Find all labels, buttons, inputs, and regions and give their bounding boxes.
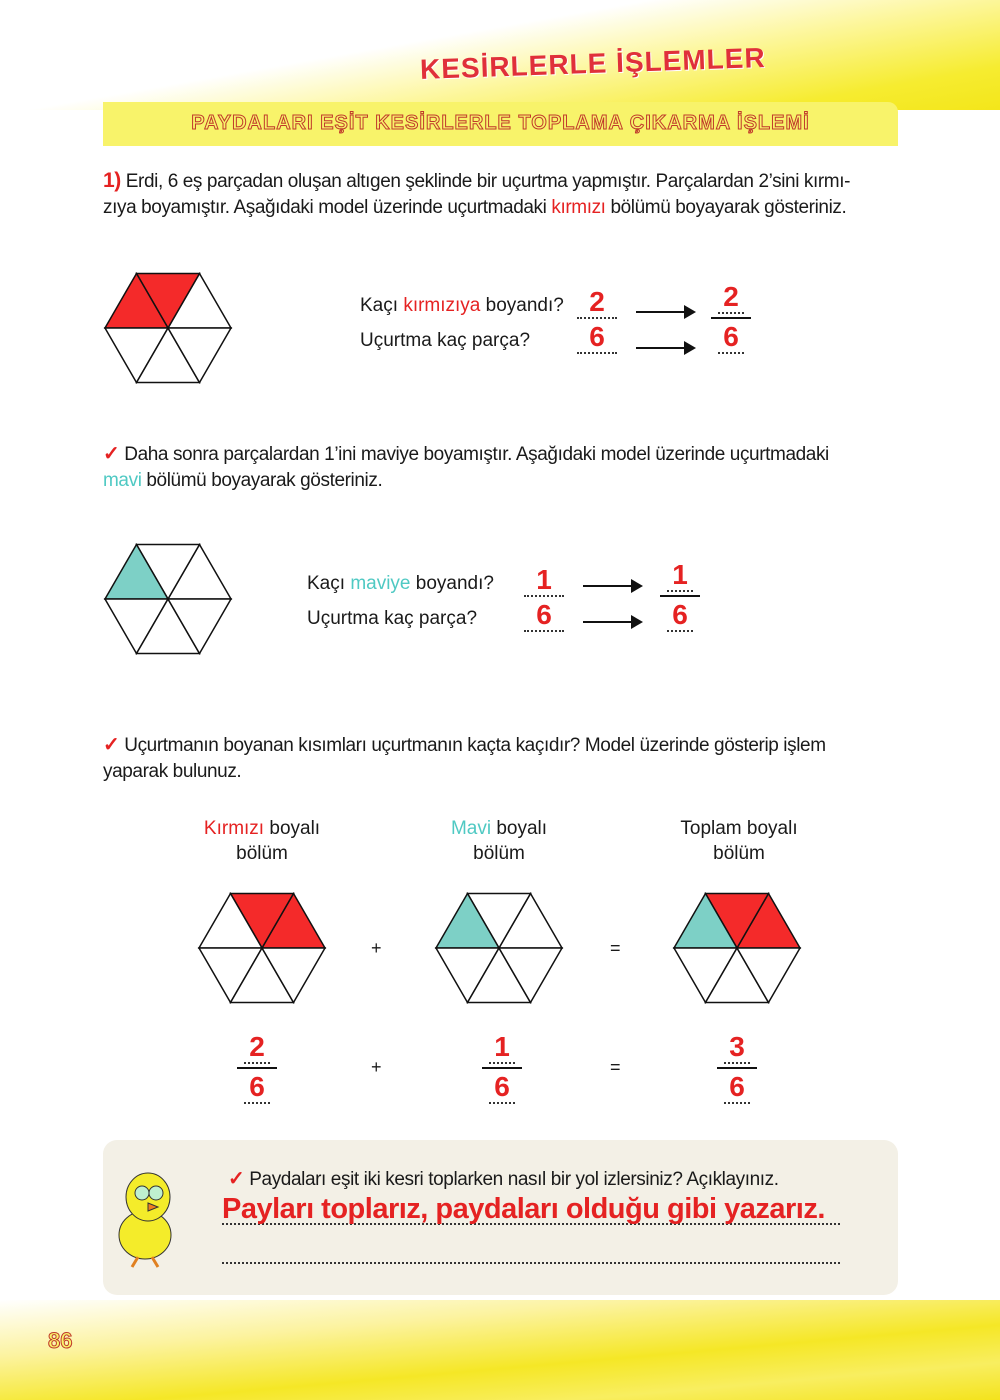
label-color-word: Mavi [450, 818, 492, 839]
numerator[interactable]: 1 [667, 560, 693, 592]
hexagon-total[interactable] [669, 882, 805, 1014]
fraction-bar [482, 1067, 522, 1069]
q1-answer-1[interactable]: 2 [577, 287, 617, 319]
label-text: Toplam boyalı [680, 818, 798, 839]
ask-text-end: boyandı? [480, 295, 564, 316]
hexagon-model-1[interactable] [100, 262, 236, 394]
ask-text-end: boyandı? [410, 573, 494, 594]
q3-text [103, 732, 898, 785]
q1-ask1 [360, 295, 564, 317]
page-number: 86 [48, 1328, 73, 1353]
q1-red-word: kırmızı [551, 197, 606, 218]
numerator[interactable]: 1 [489, 1032, 515, 1064]
plus-sign: + [371, 1057, 382, 1077]
label-text: boyalı [264, 818, 321, 839]
denominator[interactable]: 6 [718, 322, 744, 354]
q1-text [103, 168, 898, 221]
q2-ask2: Uçurtma kaç parça? [307, 608, 478, 629]
numerator[interactable]: 2 [244, 1032, 270, 1064]
numerator[interactable]: 2 [718, 282, 744, 314]
arrow-icon [583, 585, 641, 587]
label-text: bölüm [473, 843, 525, 864]
q3-line1: Uçurtmanın boyanan kısımları uçurtmanın kaçta kaçıdır? Model üzerinde gösterip işlem [124, 735, 826, 756]
q1-fraction [711, 282, 751, 354]
fraction-blue [482, 1032, 522, 1104]
q2-fraction [660, 560, 700, 632]
q2-answer-2[interactable]: 6 [524, 600, 564, 632]
arrow-icon [636, 311, 694, 313]
arrow-icon [636, 347, 694, 349]
q4-text: Paydaları eşit iki kesri toplarken nasıl bir yol izlersiniz? Açıklayınız. [249, 1169, 779, 1190]
check-icon: ✓ [103, 734, 120, 756]
fraction-total [717, 1032, 757, 1104]
q2-text [103, 441, 898, 494]
label-red [162, 816, 362, 866]
hexagon-red-part[interactable] [194, 882, 330, 1014]
q4-answer[interactable]: Payları toplarız, paydaları olduğu gibi yazarız. [222, 1193, 840, 1225]
plus-sign: + [371, 938, 382, 958]
label-text: bölüm [713, 843, 765, 864]
q2-ask1 [307, 573, 494, 595]
q1-number: 1) [103, 169, 121, 192]
q1-line2: zıya boyamıştır. Aşağıdaki model üzerinde uçurtmadaki [103, 197, 552, 218]
equals-sign: = [610, 938, 621, 958]
q1-line2-end: bölümü boyayarak gösteriniz. [605, 197, 847, 218]
arrow-icon [583, 621, 641, 623]
q3-line2: yaparak bulunuz. [103, 761, 242, 782]
fraction-bar [237, 1067, 277, 1069]
label-text: bölüm [236, 843, 288, 864]
ask-red: kırmızıya [403, 295, 481, 316]
denominator[interactable]: 6 [244, 1072, 270, 1104]
hexagon-model-2[interactable] [100, 533, 236, 665]
q4-question [228, 1166, 779, 1193]
q1-ask2: Uçurtma kaç parça? [360, 330, 531, 351]
q1-answer-2[interactable]: 6 [577, 322, 617, 354]
q1-line1: Erdi, 6 eş parçadan oluşan altıgen şeklinde bir uçurtma yapmıştır. Parçalardan 2’sini kırmı- [125, 171, 851, 192]
label-total [639, 816, 839, 866]
footer-background [0, 1300, 1000, 1400]
ask-text: Kaçı [360, 295, 404, 316]
fraction-bar [711, 317, 751, 319]
q2-line1: Daha sonra parçalardan 1’ini maviye boyamıştır. Aşağıdaki model üzerinde uçurtmadaki [124, 444, 829, 465]
subtitle: PAYDALARI EŞİT KESİRLERLE TOPLAMA ÇIKARMA İŞLEMİ [191, 112, 810, 134]
denominator[interactable]: 6 [489, 1072, 515, 1104]
answer-line-2[interactable] [222, 1250, 840, 1264]
ask-text: Kaçı [307, 573, 351, 594]
fraction-red [237, 1032, 277, 1104]
denominator[interactable]: 6 [724, 1072, 750, 1104]
numerator[interactable]: 3 [724, 1032, 750, 1064]
fraction-bar [660, 595, 700, 597]
check-icon: ✓ [228, 1168, 245, 1190]
label-blue [399, 816, 599, 866]
label-text: boyalı [491, 818, 548, 839]
q2-blue-word: mavi [103, 470, 142, 491]
fraction-bar [717, 1067, 757, 1069]
q2-answer-1[interactable]: 1 [524, 565, 564, 597]
check-icon: ✓ [103, 443, 120, 465]
chick-mascot-icon [110, 1165, 180, 1270]
q2-line2: bölümü boyayarak gösteriniz. [141, 470, 383, 491]
denominator[interactable]: 6 [667, 600, 693, 632]
ask-blue: maviye [350, 573, 411, 594]
hexagon-blue-part[interactable] [431, 882, 567, 1014]
equals-sign: = [610, 1057, 621, 1077]
label-color-word: Kırmızı [203, 818, 265, 839]
page-title: KESİRLERLE İŞLEMLER [419, 41, 767, 86]
